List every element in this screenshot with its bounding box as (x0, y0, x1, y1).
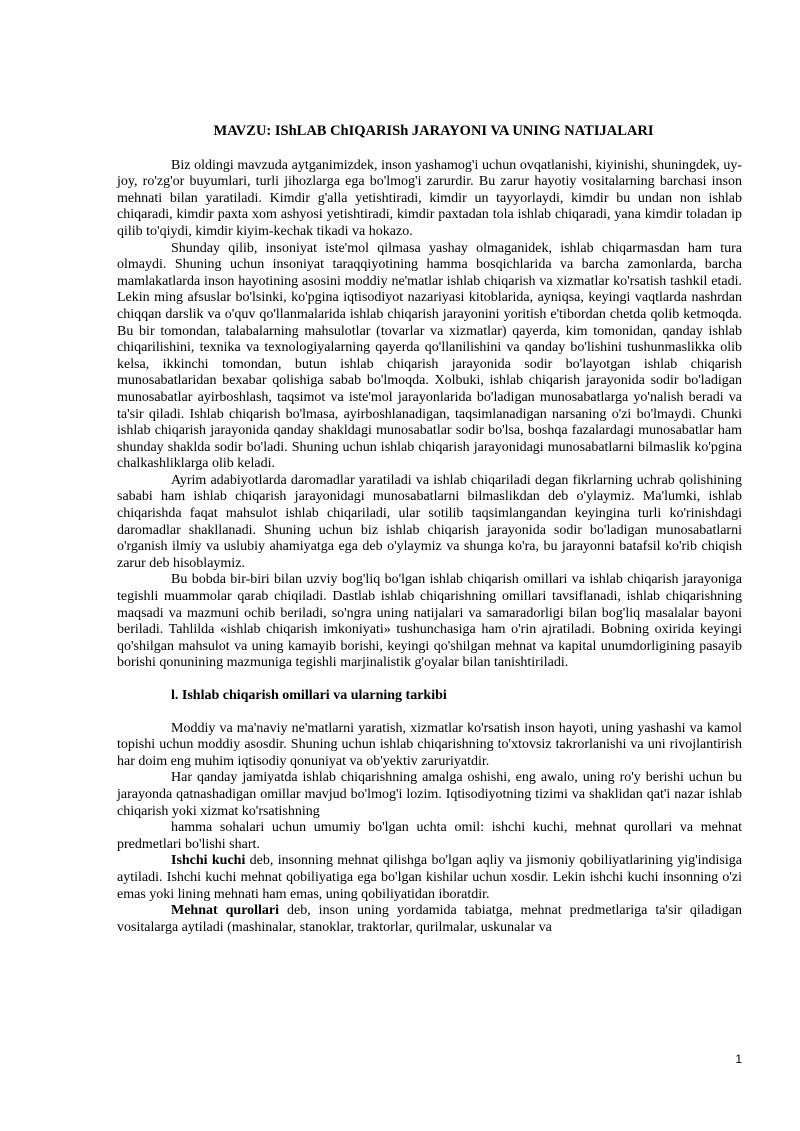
document-body (117, 123, 742, 936)
page-number: 1 (735, 1052, 742, 1066)
section-paragraph-2: Har qanday jamiyatda ishlab chiqarishning amalga oshishi, eng awalo, uning ro'y berishi uchun bu jarayonda qatnashadigan omillar mavjud bo'lmog'i lozim. Iqtisodiyotning tizimi va shaklidan qat'i nazar ishlab chiqarish yoki xizmat ko'rsatishning (117, 770, 742, 819)
ishchi-kuchi-term: Ishchi kuchi (171, 853, 246, 869)
ishchi-kuchi-paragraph (117, 853, 742, 903)
ishchi-kuchi-text: deb, insonning mehnat qilishga bo'lgan aqliy va jismoniy qobiliyatlarining yig'indisiga aytiladi. Ishchi kuchi mehnat qobiliyatiga ega bo'lgan kishilar uchun xosdir. Lekin ishchi kuchi insonning o'zi emas yoki lining mehnati ham emas, uning qobiliyatidan iboratdir. (117, 853, 742, 902)
section-paragraph-3: hamma sohalari uchun umumiy bo'lgan uchta omil: ishchi kuchi, mehnat qurollari va mehnat predmetlari bo'lishi shart. (117, 820, 742, 852)
section-heading: l. Ishlab chiqarish omillari va ularning tarkibi (171, 688, 447, 703)
intro-paragraph-1: Biz oldingi mavzuda aytganimizdek, inson yashamog'i uchun ovqatlanishi, kiyinishi, shuningdek, uy-joy, ro'zg'or buyumlari, turli jihozlarga ega bo'lmog'i zarurdir. Bu zarur hayotiy vositalarning barchasi inson mehnati bilan yaratiladi. Kimdir g'alla yetishtiradi, kimdir un tayyorlaydi, kimdir bu undan non ishlab chiqaradi, kimdir paxta xom ashyosi yetishtiradi, kimdir paxtadan tola ishlab chiqaradi, yana kimdir toladan ip qilib to'qiydi, kimdir kiyim-kechak tikadi va hokazo. (117, 157, 742, 239)
intro-paragraph-2: Shunday qilib, insoniyat iste'mol qilmasa yashay olmaganidek, ishlab chiqarmasdan ham tura olmaydi. Shuning uchun insoniyat taraqqiyotining hamma bosqichlarida va barcha zamonlarda, barcha mamlakatlarda inson hayotining asosini moddiy ne'matlar ishlab chiqarish va xizmatlar ko'rsatish tashkil etadi. Lekin ming afsuslar bo'lsinki, ko'pgina iqtisodiyot nazariyasi kitoblarida, ayniqsa, keyingi vaqtlarda nashrdan chiqqan darslik va o'quv qo'llanmalarida ishlab chiqarish jarayonini yoritish e'tibordan chetda qolib ketmoqda. Bu bir tomondan, talabalarning mahsulotlar (tovarlar va xizmatlar) qayerda, kim tomonidan, qanday ishlab chiqarilishini, texnika va texnologiyalarning qayerda qo'llanilishini va qanday bo'lishini tushunmaslikka olib kelsa, ikkinchi tomondan, butun ishlab chiqarish jarayonida sodir bo'layotgan ishlab chiqarish munosabatlaridan bexabar qolishiga sabab bo'lmoqda. Xolbuki, ishlab chiqarish jarayonida sodir bo'ladigan munosabatlar ayirboshlash, taqsimot va iste'mol jarayonlarida bo'ladigan munosabatlarga yo'nalish beradi va ta'sir qiladi. Ishlab chiqarish bo'lmasa, ayirboshlanadigan, taqsimlanadigan narsaning o'zi bo'lmaydi. Chunki ishlab chiqarish jarayonida qanday shakldagi munosabatlar sodir bo'lsa, boshqa fazalardagi munosabatlar ham shunday shaklda sodir bo'ladi. Shuning uchun ishlab chiqarish jarayonidagi munosabatlarni bilmaslik ko'pgina chalkashliklarga olib keladi. (117, 240, 742, 472)
section-paragraph-1: Moddiy va ma'naviy ne'matlarni yaratish, xizmatlar ko'rsatish inson hayoti, uning yashashi va kamol topishi uchun moddiy asosdir. Shuning uchun ishlab chiqarishning to'xtovsiz takrorlanishi va uni rivojlantirish har doim eng muhim iqtisodiy qonuniyat va ob'yektiv zaruriyatdir. (117, 720, 742, 769)
mehnat-qurollari-paragraph (117, 903, 742, 936)
mehnat-qurollari-text: deb, inson uning yordamida tabiatga, mehnat predmetlariga ta'sir qiladigan vositalarga aytiladi (mashinalar, stanoklar, traktorlar, qurilmalar, uskunalar va (117, 903, 742, 935)
page-title: MAVZU: IShLAB ChIQARISh JARAYONI VA UNING NATIJALARI (213, 123, 654, 139)
intro-paragraph-4: Bu bobda bir-biri bilan uzviy bog'liq bo'lgan ishlab chiqarish omillari va ishlab chiqarish jarayoniga tegishli muammolar qarab chiqiladi. Dastlab ishlab chiqarishning omillari tavsiflanadi, ishlab chiqarishning maqsadi va mazmuni ochib beriladi, so'ngra uning natijalari va samaradorligi bilan bog'liq masalalar bayoni beriladi. Tahlilda «ishlab chiqarish imkoniyati» tushunchasiga ham o'rin ajratiladi. Bobning oxirida keyingi qo'shilgan mahsulot va uning kamayib borishi, keyingi qo'shilgan mehnat va kapital unumdorligining pasayib borishi qonunining mazmuniga tegishli marjinalistik g'oyalar bilan tanishtiriladi. (117, 572, 742, 671)
mehnat-qurollari-term: Mehnat qurollari (171, 903, 280, 919)
intro-paragraph-3: Ayrim adabiyotlarda daromadlar yaratiladi va ishlab chiqariladi degan fikrlarning uchrab qolishining sababi ham ishlab chiqarish jarayonidagi munosabatlarni bilmaslikdan deb o'ylaymiz. Ma'lumki, ishlab chiqarishda faqat mahsulot ishlab chiqariladi, ular sotilib taqsimlangandan keyingina turli ko'rinishdagi daromadlar shakllanadi. Shuning uchun biz ishlab chiqarish jarayonida sodir bo'ladigan munosabatlarni o'rganish ilmiy va uslubiy ahamiyatga ega deb o'ylaymiz va shunga ko'ra, bu jarayonni batafsil ko'rib chiqish zarur deb hisoblaymiz. (117, 472, 742, 571)
